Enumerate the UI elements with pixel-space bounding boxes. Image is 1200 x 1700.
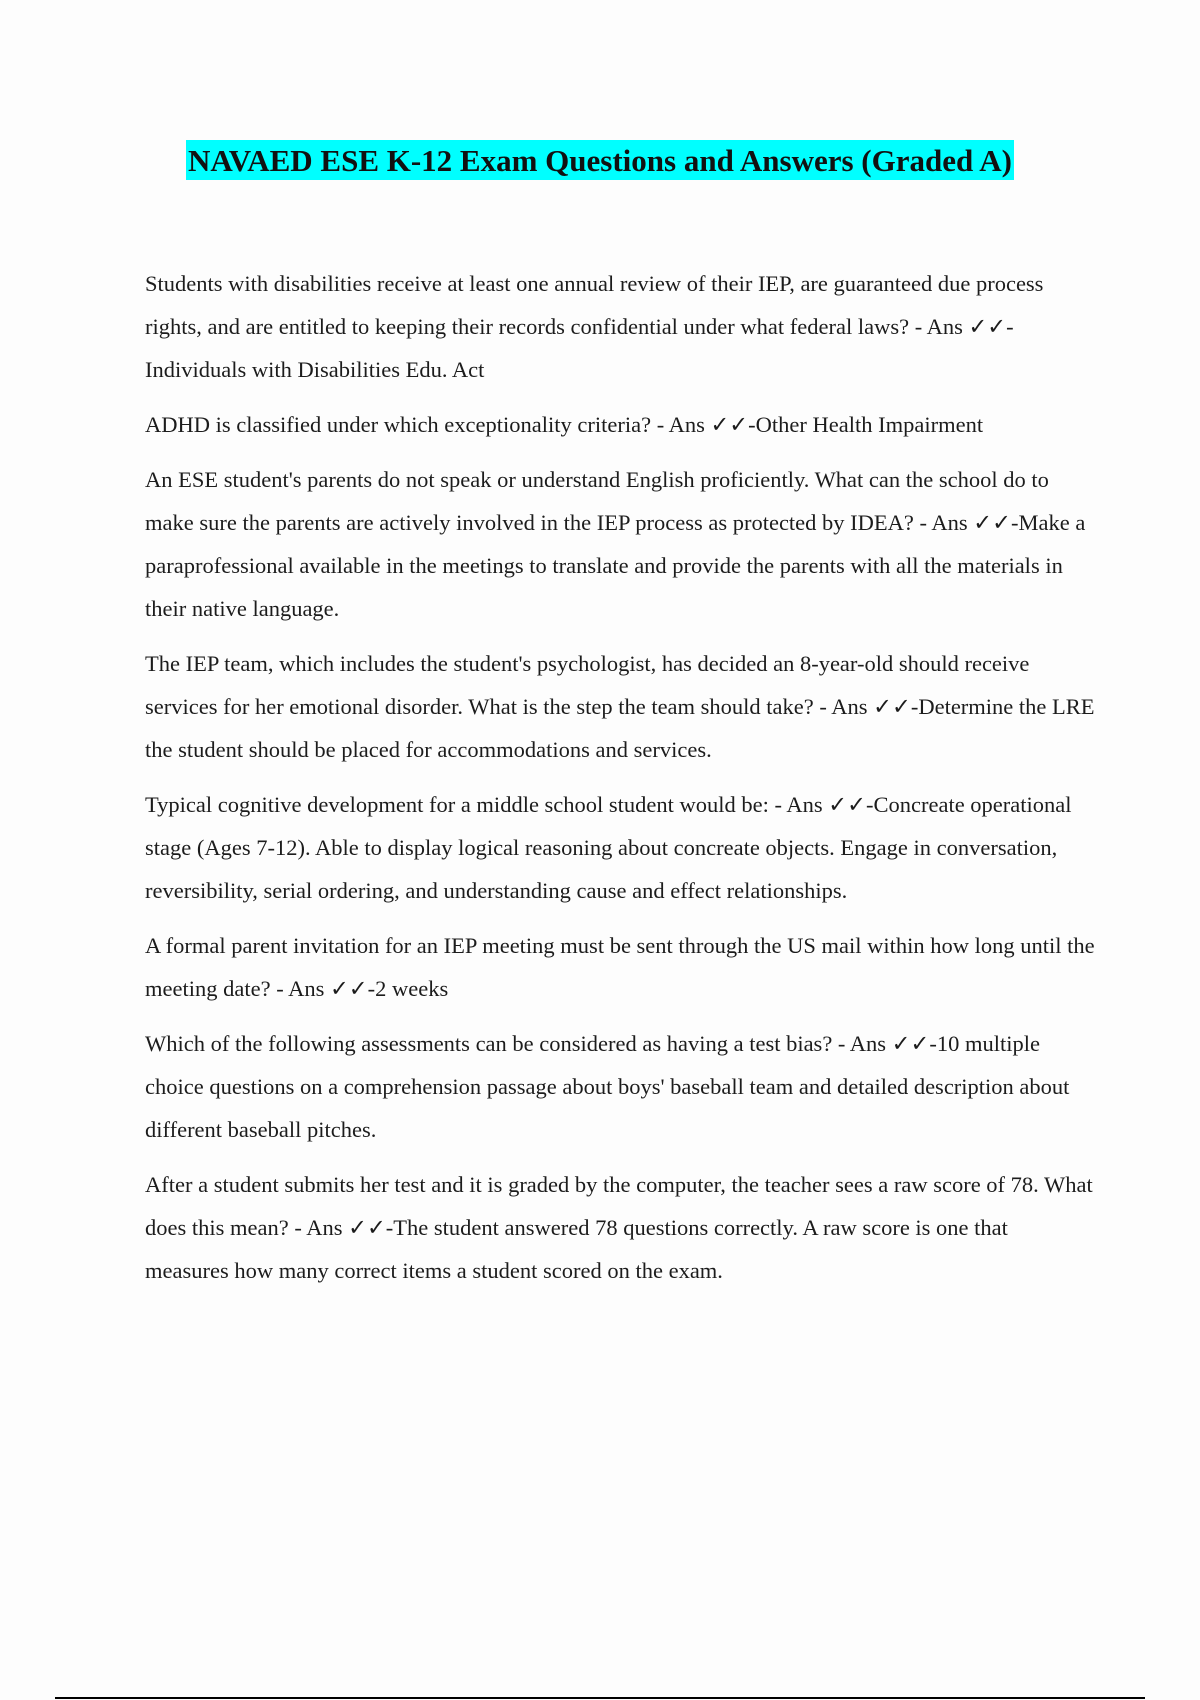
- title-block: [0, 140, 1200, 180]
- qa-item-4: The IEP team, which includes the student's psychologist, has decided an 8-year-old should receive services for her emotional disorder. What is the step the team should take? - Ans ✓✓-Determine the LRE the student should be placed for accommodations and services.: [145, 651, 1095, 762]
- document-title: NAVAED ESE K-12 Exam Questions and Answers (Graded A): [186, 140, 1014, 180]
- qa-list: [145, 262, 1095, 1304]
- qa-item-8: After a student submits her test and it is graded by the computer, the teacher sees a raw score of 78. What does this mean? - Ans ✓✓-The student answered 78 questions correctly. A raw score is one that measures how many correct items a student scored on the exam.: [145, 1172, 1093, 1283]
- qa-item-1: Students with disabilities receive at least one annual review of their IEP, are guaranteed due process rights, and are entitled to keeping their records confidential under what federal laws? - Ans ✓✓-Individuals with Disabilities Edu. Act: [145, 271, 1044, 382]
- qa-item-6: A formal parent invitation for an IEP meeting must be sent through the US mail within how long until the meeting date? - Ans ✓✓-2 weeks: [145, 933, 1095, 1001]
- qa-item-7: Which of the following assessments can be considered as having a test bias? - Ans ✓✓-10 multiple choice questions on a comprehension passage about boys' baseball team and detailed description about different baseball pitches.: [145, 1031, 1070, 1142]
- qa-item-2: ADHD is classified under which exceptionality criteria? - Ans ✓✓-Other Health Impairment: [145, 412, 984, 437]
- footer-divider: [55, 1697, 1145, 1699]
- qa-item-5: Typical cognitive development for a middle school student would be: - Ans ✓✓-Concreate operational stage (Ages 7-12). Able to display logical reasoning about concreate objects. Engage in conversation, reversibility, serial ordering, and understanding cause and effect relationships.: [145, 792, 1072, 903]
- qa-item-3: An ESE student's parents do not speak or understand English proficiently. What can the school do to make sure the parents are actively involved in the IEP process as protected by IDEA? - Ans ✓✓-Make a paraprofessional available in the meetings to translate and provide the parents with all the materials in their native language.: [145, 467, 1086, 621]
